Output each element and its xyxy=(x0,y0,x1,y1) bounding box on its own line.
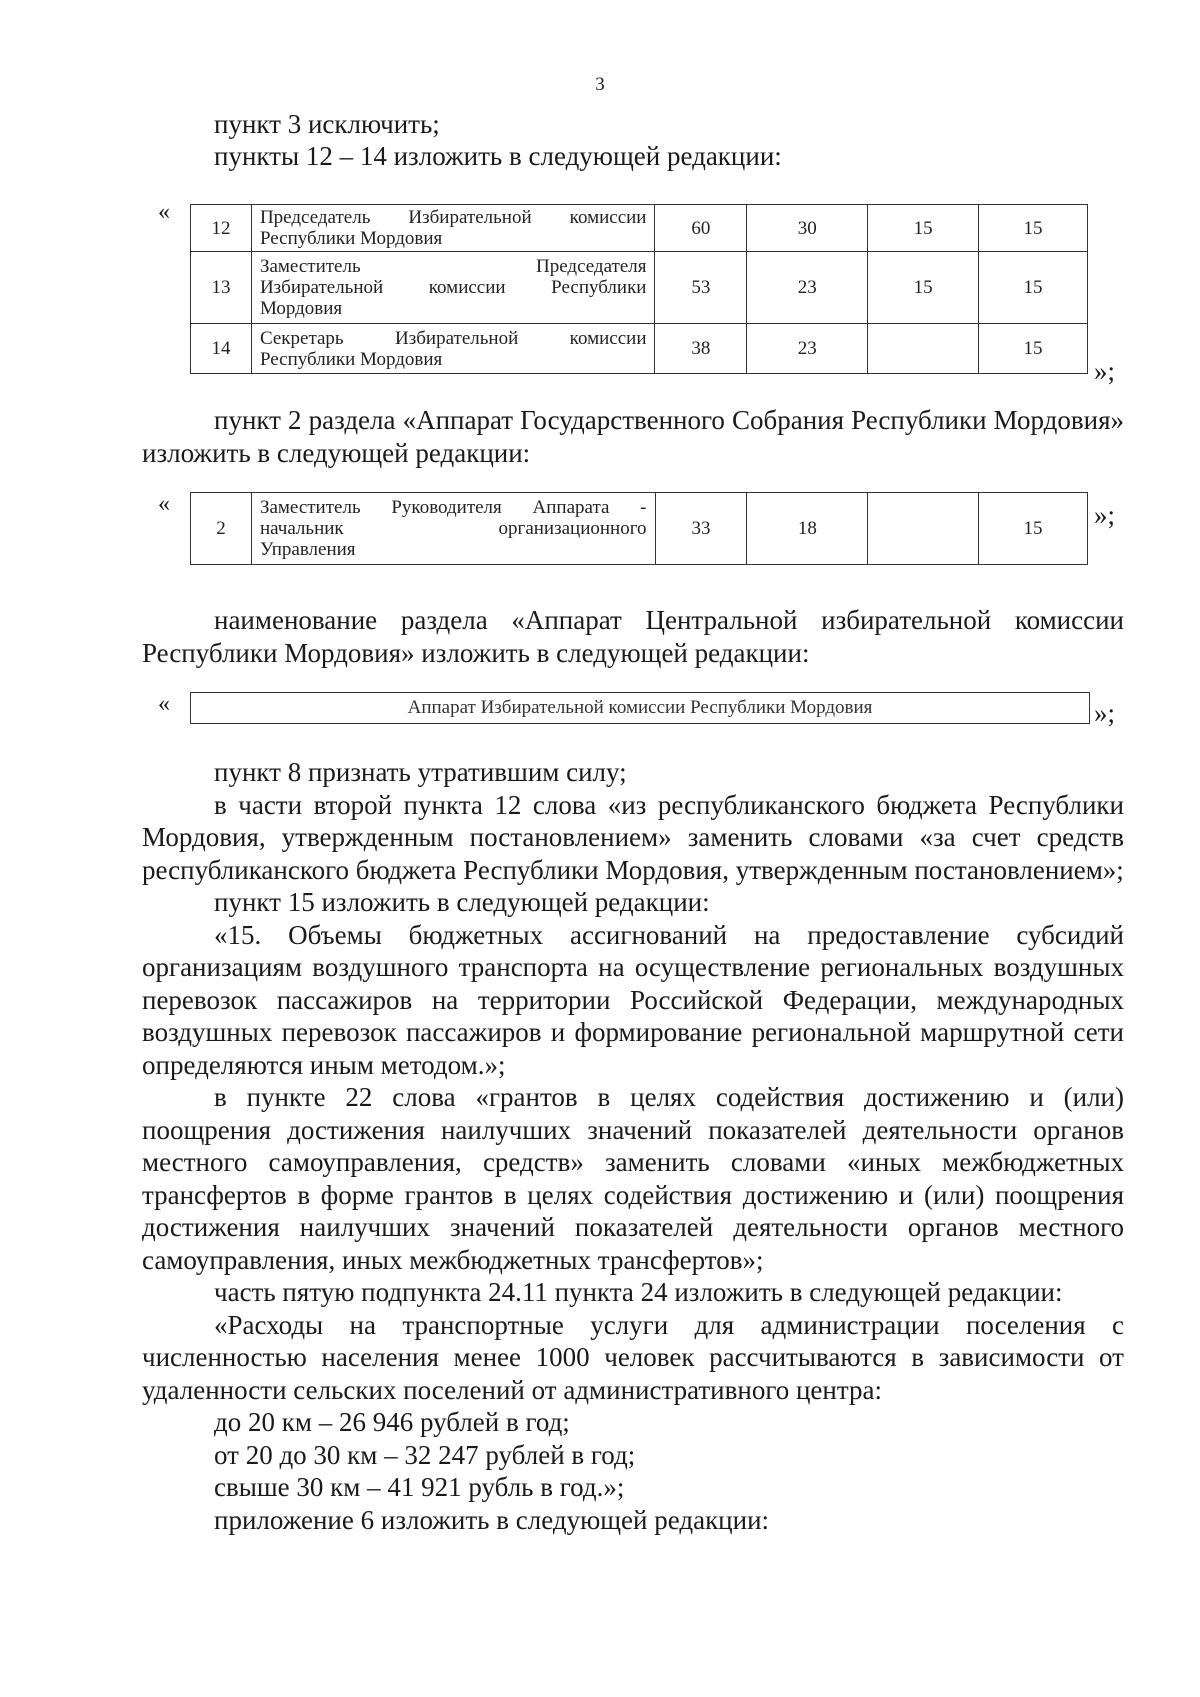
cell-value: 15 xyxy=(979,205,1088,252)
paragraph-text: пункт 8 признать утратившим силу; xyxy=(214,757,627,787)
paragraph-text: свыше 30 км – 41 921 рубль в год.»; xyxy=(214,1472,625,1502)
table-row xyxy=(191,252,1088,324)
cell-value: 33 xyxy=(655,493,747,565)
cell-position-line: Заместитель Руководителя Аппарата - xyxy=(259,497,647,518)
paragraph-text: «Расходы на транспортные услуги для администрации поселения с численностью населения менее 1000 человек рассчитываются в зависимости от удаленности сельских поселений от административного центра: xyxy=(142,1309,1124,1405)
paragraph xyxy=(142,919,1124,1082)
cell-value: 23 xyxy=(747,324,868,374)
table-row xyxy=(191,205,1088,252)
cell-position-line: Заместитель Председателя xyxy=(259,256,647,277)
table-positions-12-14 xyxy=(190,204,1088,374)
cell-position xyxy=(251,493,655,565)
cell-position-line: Председатель Избирательной комиссии xyxy=(259,207,647,228)
text-line-item3: пункт 3 исключить; xyxy=(214,109,440,139)
paragraph xyxy=(142,1276,1124,1309)
paragraph-text: до 20 км – 26 946 рублей в год; xyxy=(214,1407,570,1437)
cell-num: 13 xyxy=(191,252,252,324)
paragraph xyxy=(142,1504,1124,1537)
banner-open-quote: « xyxy=(158,691,170,717)
cell-value: 23 xyxy=(747,252,868,324)
paragraph xyxy=(142,1309,1124,1407)
text-line-items12-14: пункты 12 – 14 изложить в следующей редакции: xyxy=(214,141,782,171)
table1-close-quote: »; xyxy=(1094,356,1116,386)
banner-close-quote: »; xyxy=(1094,698,1116,728)
paragraph-section-name xyxy=(142,604,1124,669)
paragraph xyxy=(142,1471,1124,1504)
cell-position xyxy=(251,205,655,252)
paragraph-text: наименование раздела «Аппарат Центральной избирательной комиссии Республики Мордовия» изложить в следующей редакции: xyxy=(142,605,1124,668)
cell-value: 15 xyxy=(979,493,1088,565)
cell-position-line: Избирательной комиссии Республики xyxy=(259,277,647,298)
body-text xyxy=(142,756,1124,1536)
paragraph-text: пункт 2 раздела «Аппарат Государственного Собрания Республики Мордовия» изложить в следующей редакции: xyxy=(142,405,1124,468)
paragraph-text: в части второй пункта 12 слова «из республиканского бюджета Республики Мордовия, утвержденным постановлением» заменить словами «за счет средств республиканского бюджета Республики Мордовия, утвержденным постановлением»; xyxy=(142,789,1124,885)
paragraph xyxy=(142,1439,1124,1472)
paragraph-text: от 20 до 30 км – 32 247 рублей в год; xyxy=(214,1439,636,1470)
cell-value xyxy=(868,493,979,565)
cell-value: 15 xyxy=(979,252,1088,324)
paragraph-text: часть пятую подпункта 24.11 пункта 24 изложить в следующей редакции: xyxy=(214,1277,1063,1307)
table2-close-quote: »; xyxy=(1094,500,1116,530)
cell-value: 60 xyxy=(655,205,747,252)
cell-value: 38 xyxy=(655,324,747,374)
cell-num: 2 xyxy=(191,493,252,565)
paragraph-text: пункт 15 изложить в следующей редакции: xyxy=(214,887,710,917)
page-number: 3 xyxy=(595,74,605,95)
cell-position-line: Управления xyxy=(259,539,356,560)
cell-position-line: Мордовия xyxy=(259,298,343,319)
paragraph xyxy=(142,789,1124,887)
cell-value xyxy=(868,324,979,374)
paragraph-item2-apparatus xyxy=(142,404,1124,469)
table-row xyxy=(191,493,1088,565)
table2-open-quote: « xyxy=(158,491,170,517)
table-position-2 xyxy=(190,492,1088,565)
section-title-box: Аппарат Избирательной комиссии Республики Мордовия xyxy=(190,692,1090,724)
cell-value: 15 xyxy=(868,205,979,252)
paragraph xyxy=(142,1081,1124,1276)
cell-value: 18 xyxy=(747,493,868,565)
paragraph-text: приложение 6 изложить в следующей редакции: xyxy=(214,1504,770,1535)
cell-position-line: Республики Мордовия xyxy=(259,228,443,249)
cell-num: 12 xyxy=(191,205,252,252)
paragraph-text: «15. Объемы бюджетных ассигнований на предоставление субсидий организациям воздушного транспорта на осуществление региональных воздушных перевозок пассажиров на территории Российской Федерации, международных воздушных перевозок пассажиров и формирование региональной маршрутной сети определяются иным методом.»; xyxy=(142,919,1124,1080)
cell-value: 30 xyxy=(747,205,868,252)
cell-position-line: Республики Мордовия xyxy=(259,348,443,370)
cell-position-line: начальник организационного xyxy=(259,518,647,539)
cell-position xyxy=(251,324,655,374)
paragraph xyxy=(142,886,1124,919)
table-row xyxy=(191,324,1088,374)
cell-num: 14 xyxy=(191,324,252,374)
cell-position xyxy=(251,252,655,324)
table1-open-quote: « xyxy=(158,199,170,225)
cell-value: 15 xyxy=(979,324,1088,374)
paragraph xyxy=(142,756,1124,789)
paragraph xyxy=(142,1406,1124,1439)
cell-value: 53 xyxy=(655,252,747,324)
cell-value: 15 xyxy=(868,252,979,324)
paragraph-text: в пункте 22 слова «грантов в целях содействия достижению и (или) поощрения достижения наилучших значений показателей деятельности органов местного самоуправления, средств» заменить словами «иных межбюджетных трансфертов в форме грантов в целях содействия достижению и (или) поощрения достижения наилучших значений показателей деятельности органов местного самоуправления, иных межбюджетных трансфертов»; xyxy=(142,1082,1124,1275)
cell-position-line: Секретарь Избирательной комиссии xyxy=(259,327,647,349)
